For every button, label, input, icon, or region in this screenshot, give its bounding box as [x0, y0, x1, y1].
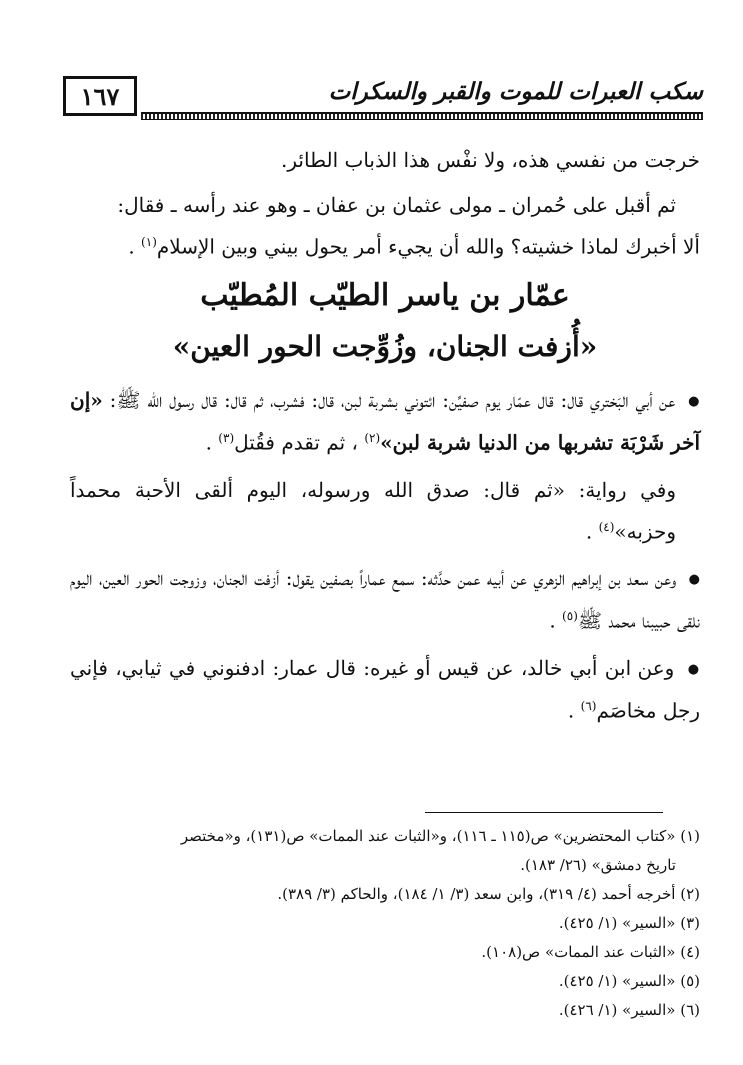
paragraph-saad — [70, 560, 700, 640]
paragraph-riwaya-end: . — [585, 519, 599, 544]
paragraph-saad-text: وعن سعد بن إبراهيم الزهري عن أبيه عمن حدَّثه: سمع عماراً بصفين يقول: أزفت الجنان، وزوجت الحور العين، اليوم نلقى حبيبنا محمد ﷺ — [70, 566, 700, 633]
paragraph-qays — [70, 650, 700, 730]
page-number: ١٦٧ — [63, 76, 137, 116]
paragraph-2 — [70, 187, 700, 266]
header-ornamental-rule — [141, 112, 703, 120]
paragraph-1-text: خرجت من نفسي هذه، ولا نفْس هذا الذباب الطائر. — [281, 148, 700, 172]
paragraph-qays-text: وعن ابن أبي خالد، عن قيس أو غيره: قال عمار: ادفنوني في ثيابي، فإني رجل مخاصَم — [70, 655, 700, 723]
paragraph-2-line-1: ثم أقبل على حُمران ـ مولى عثمان بن عفان ـ وهو عند رأسه ـ فقال: — [117, 193, 676, 217]
paragraph-abu-bakhtari-end: . — [205, 430, 219, 455]
section-body — [70, 382, 700, 730]
footnotes — [70, 822, 700, 1025]
hadith-quote: «إن آخر شَرْبَة تشربها من الدنيا شربة لبن» — [70, 388, 700, 455]
footnote-4: (٤) «الثبات عند الممات» ص(١٠٨). — [481, 943, 700, 961]
paragraph-abu-bakhtari-cont: ، ثم تقدم فقُتل — [234, 430, 365, 455]
paragraph-2-end: . — [128, 234, 142, 259]
footnote-6: (٦) «السير» (١/ ٤٢٦). — [558, 1001, 700, 1019]
paragraph-abu-bakhtari-text: عن أبي البَختري قال: قال عمّار يوم صفيِّن: ائتوني بشربة لبن، قال: فشرب، ثم قال: قال رسول الله ﷺ: — [102, 388, 676, 412]
paragraph-abu-bakhtari — [70, 382, 700, 462]
footnote-1: (١) «كتاب المحتضرين» ص(١١٥ ـ ١١٦)، و«الثبات عند الممات» ص(١٣١)، و«مختصر — [180, 827, 700, 845]
page-header — [63, 76, 703, 128]
footnote-separator — [425, 812, 663, 813]
footnote-2: (٢) أخرجه أحمد (٤/ ٣١٩)، وابن سعد (٣/ ١/ ١٨٤)، والحاكم (٣/ ٣٨٩). — [277, 885, 700, 903]
footnote-ref-6: (٦) — [580, 698, 597, 713]
footnote-ref-5: (٥) — [562, 609, 578, 624]
paragraph-saad-end: . — [549, 608, 563, 633]
footnote-ref-1: (١) — [141, 235, 157, 249]
paragraph-riwaya-text: وفي رواية: «ثم قال: صدق الله ورسوله، اليوم ألقى الأحبة محمداً وحزبه» — [70, 477, 676, 544]
paragraph-1 — [70, 142, 700, 179]
footnote-1-continued: تاريخ دمشق» (٢٦/ ١٨٣). — [520, 856, 676, 874]
section-subtitle: «أُزفت الجنان، وزُوِّجت الحور العين» — [172, 330, 598, 363]
footnote-3: (٣) «السير» (١/ ٤٢٥). — [558, 914, 700, 932]
paragraph-qays-end: . — [567, 698, 581, 723]
footnote-ref-4: (٤) — [598, 519, 615, 534]
paragraph-2-line-2: ألا أخبرك لماذا خشيته؟ والله أن يجيء أمر يحول بيني وبين الإسلام — [156, 234, 700, 259]
footnote-5: (٥) «السير» (١/ ٤٢٥). — [558, 972, 700, 990]
running-title: سكب العبرات للموت والقبر والسكرات — [328, 78, 703, 105]
paragraph-riwaya — [70, 472, 700, 551]
opening-text — [70, 142, 700, 266]
footnote-ref-2: (٢) — [364, 431, 381, 445]
section-title: عمّار بن ياسر الطيّب المُطيّب — [200, 278, 570, 313]
footnote-ref-3: (٣) — [218, 431, 235, 445]
